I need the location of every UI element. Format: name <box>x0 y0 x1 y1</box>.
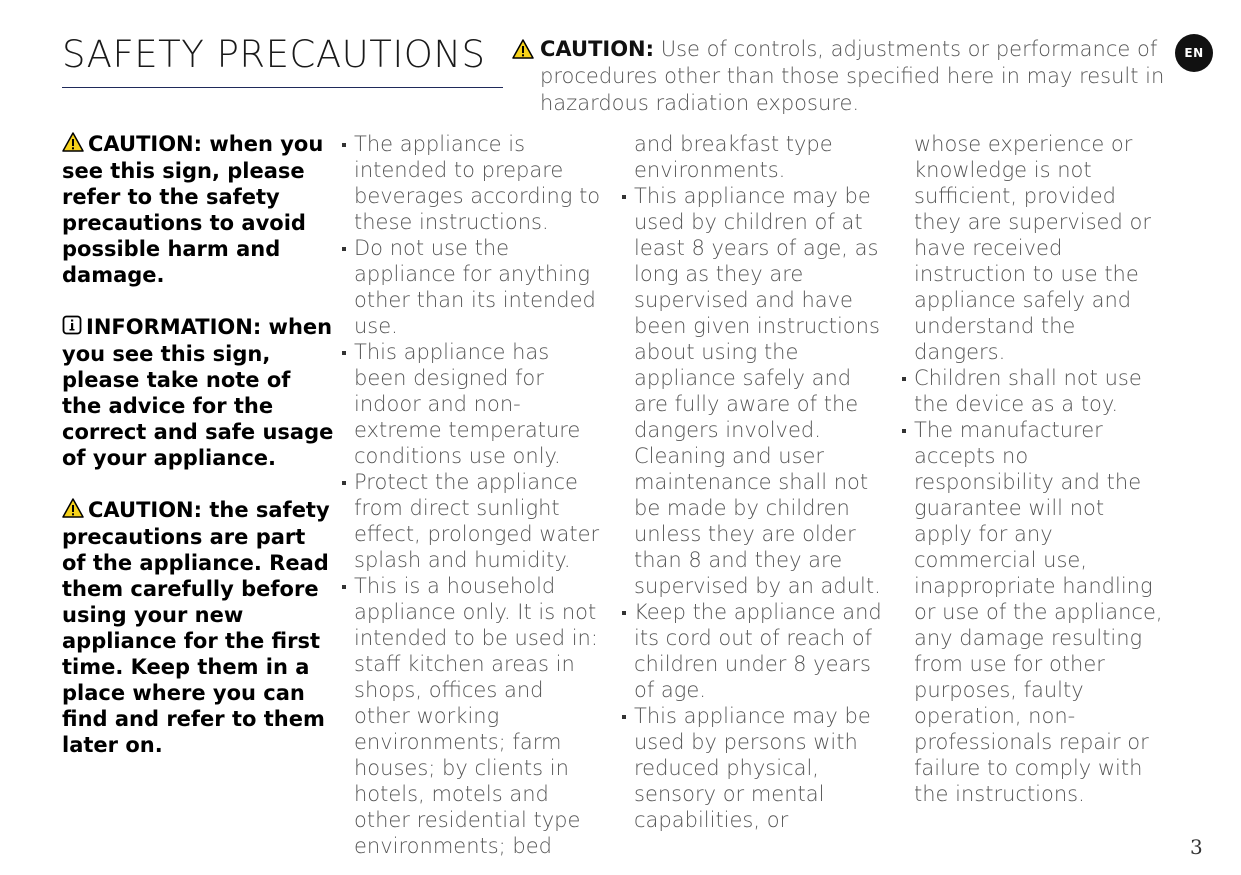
radiation-caution <box>512 36 1167 117</box>
precautions-list <box>622 131 884 833</box>
precaution-item: Keep the appliance and its cord out of reach of children under 8 years of age. <box>622 599 884 703</box>
precautions-list <box>902 131 1164 807</box>
caution-text: Use of controls, adjustments or performance of procedures other than those specified here in may result in hazardous radiation exposure. <box>540 37 1165 115</box>
precaution-item: Protect the appliance from direct sunlight effect, prolonged water splash and humidity. <box>342 469 604 573</box>
precaution-item-continued: whose experience or knowledge is not sufficient, provided they are supervised or have received instruction to use the appliance safely and understand the dangers. <box>914 132 1151 364</box>
warning-icon <box>62 498 84 524</box>
title-underline <box>62 87 503 88</box>
precautions-list <box>342 131 604 859</box>
precautions-column-2 <box>622 131 884 833</box>
caution-note: CAUTION: the safety precautions are part of the appliance. Read them carefully before using your new appliance for the first time. Keep them in a place where you can find and refer to them later on. <box>62 498 330 757</box>
page-title: SAFETY PRECAUTIONS <box>62 33 486 76</box>
precaution-item: The manufacturer accepts no responsibility and the guarantee will not apply for any commercial use, inappropriate handling or use of the appliance, any damage resulting from use for other purposes, faulty operation, non-professionals repair or failure to comply with the instructions. <box>902 417 1164 807</box>
language-badge: EN <box>1175 34 1213 72</box>
precautions-column-3 <box>902 131 1164 807</box>
precaution-item: This appliance may be used by children of at least 8 years of age, as long as they are supervised and have been given instructions about using the appliance safely and are fully aware of the dangers involved. Cleaning and user maintenance shall not be made by children unless they are older than 8 and they are supervised by an adult. <box>622 183 884 599</box>
precaution-item: This appliance may be used by persons with reduced physical, sensory or mental capabilities, or <box>622 703 884 833</box>
information-note: INFORMATION: when you see this sign, please take note of the advice for the correct and safe usage of your appliance. <box>62 315 334 470</box>
info-icon <box>62 315 82 341</box>
precaution-item: This appliance has been designed for indoor and non-extreme temperature conditions use only. <box>342 339 604 469</box>
caution-label: CAUTION: <box>540 37 655 61</box>
caution-note: CAUTION: when you see this sign, please refer to the safety precautions to avoid possible harm and damage. <box>62 132 324 287</box>
precaution-item: Do not use the appliance for anything other than its intended use. <box>342 235 604 339</box>
warning-icon <box>512 39 534 66</box>
precaution-item: The appliance is intended to prepare beverages according to these instructions. <box>342 131 604 235</box>
precaution-item: This is a household appliance only. It is not intended to be used in: staff kitchen areas in shops, offices and other working environments; farm houses; by clients in hotels, motels and other residential type environments; bed <box>342 573 604 859</box>
warning-icon <box>62 132 84 158</box>
precaution-item: Children shall not use the device as a toy. <box>902 365 1164 417</box>
precautions-column-1 <box>342 131 604 859</box>
precaution-item-continued: and breakfast type environments. <box>634 132 833 182</box>
notes-column <box>62 131 334 784</box>
page-number: 3 <box>1190 835 1203 859</box>
